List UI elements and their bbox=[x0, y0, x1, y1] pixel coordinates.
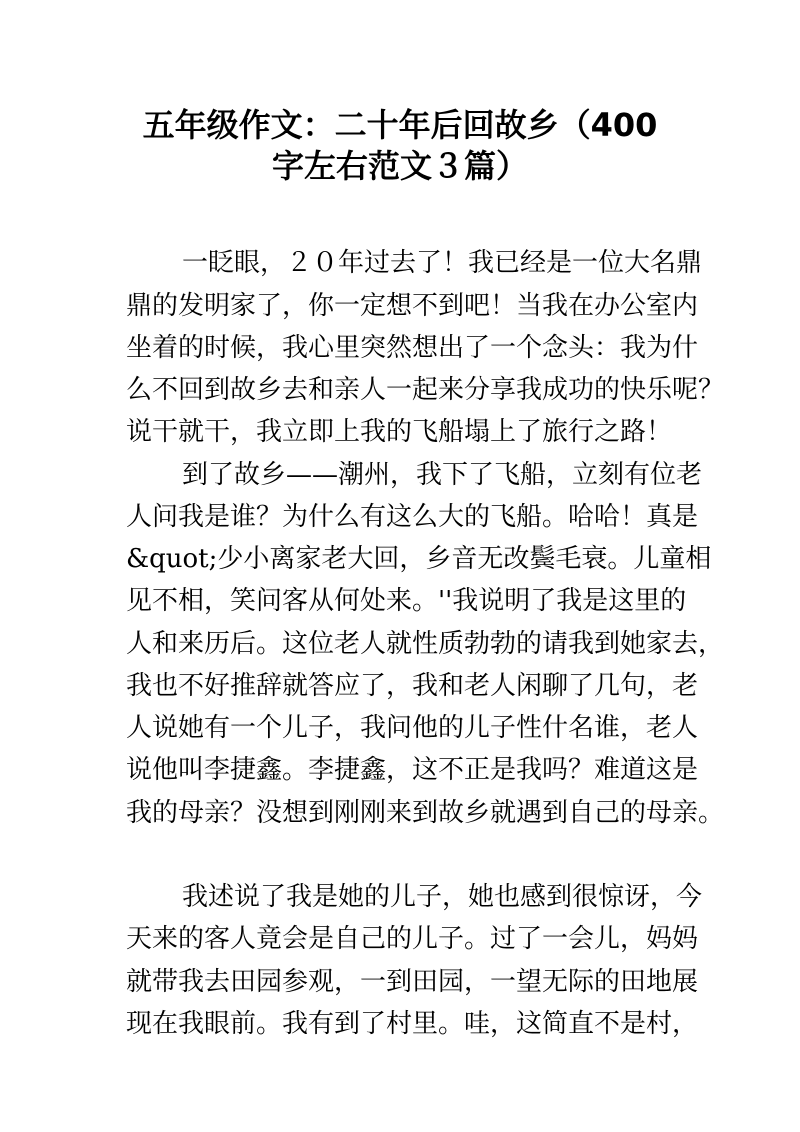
paragraph-2-line-3: &quot;少小离家老大回，乡音无改鬓毛衰。儿童相 bbox=[126, 544, 712, 574]
paragraph-1-line-1: 一眨眼，２０年过去了！我已经是一位大名鼎 bbox=[182, 248, 703, 278]
document-title-line-1: 五年级作文：二十年后回故乡（400 bbox=[142, 106, 658, 144]
paragraph-3-line-3: 就带我去田园参观，一到田园，一望无际的田地展 bbox=[126, 967, 699, 997]
paragraph-3-line-2: 天来的客人竟会是自己的儿子。过了一会儿，妈妈 bbox=[126, 924, 699, 954]
paragraph-2-line-6: 我也不好推辞就答应了，我和老人闲聊了几句，老 bbox=[126, 671, 699, 701]
paragraph-1-line-3: 坐着的时候，我心里突然想出了一个念头：我为什 bbox=[126, 333, 699, 363]
paragraph-1-line-4: 么不回到故乡去和亲人一起来分享我成功的快乐呢？ bbox=[126, 375, 725, 405]
paragraph-1-line-5: 说干就干，我立即上我的飞船塌上了旅行之路！ bbox=[126, 417, 673, 447]
paragraph-2-line-2: 人问我是谁？为什么有这么大的飞船。哈哈！真是 bbox=[126, 502, 699, 532]
paragraph-2-line-4: 见不相，笑问客从何处来。''我说明了我是这里的 bbox=[126, 586, 687, 616]
paragraph-3-line-1: 我述说了我是她的儿子，她也感到很惊讶，今 bbox=[182, 882, 703, 912]
paragraph-2-line-8: 说他叫李捷鑫。李捷鑫，这不正是我吗？难道这是 bbox=[126, 755, 699, 785]
paragraph-2-line-5: 人和来历后。这位老人就性质勃勃的请我到她家去， bbox=[126, 629, 725, 659]
paragraph-2-line-9: 我的母亲？没想到刚刚来到故乡就遇到自己的母亲。 bbox=[126, 798, 725, 828]
paragraph-2-line-7: 人说她有一个儿子，我问他的儿子性什名谁，老人 bbox=[126, 713, 699, 743]
paragraph-1-line-2: 鼎的发明家了，你一定想不到吧！当我在办公室内 bbox=[126, 291, 699, 321]
document-title-line-2: 字左右范文３篇） bbox=[271, 147, 528, 185]
paragraph-2-line-1: 到了故乡——潮州，我下了飞船，立刻有位老 bbox=[182, 460, 703, 490]
paragraph-3-line-4: 现在我眼前。我有到了村里。哇，这简直不是村， bbox=[126, 1009, 699, 1039]
